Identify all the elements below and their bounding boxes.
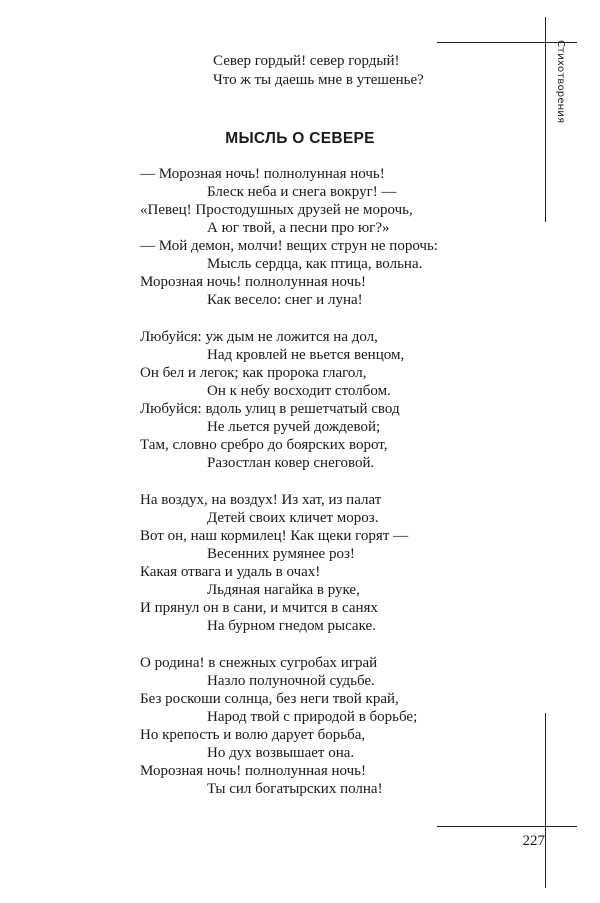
poem-line: Любуйся: вдоль улиц в решетчатый свод <box>140 401 400 417</box>
poem-line: Мысль сердца, как птица, вольна. <box>207 256 423 272</box>
poem-line: Детей своих кличет мороз. <box>207 510 379 526</box>
poem-line: Морозная ночь! полнолунная ночь! <box>140 763 367 779</box>
poem-title: МЫСЛЬ О СЕВЕРЕ <box>225 130 375 147</box>
poem-line: Народ твой с природой в борьбе; <box>207 709 418 725</box>
poem-line: А юг твой, а песни про юг?» <box>207 220 390 236</box>
poem-line: — Морозная ночь! полнолунная ночь! <box>140 166 385 182</box>
intro-line: Север гордый! север гордый! <box>213 53 400 69</box>
poem-line: Ты сил богатырских полна! <box>207 781 383 797</box>
poem-line: И прянул он в сани, и мчится в санях <box>140 600 378 616</box>
poem-line: Но дух возвышает она. <box>207 745 355 761</box>
poem-line: Не льется ручей дождевой; <box>207 419 381 435</box>
poem-line: Как весело: снег и луна! <box>207 292 363 308</box>
poem-line: Любуйся: уж дым не ложится на дол, <box>140 329 378 345</box>
poem-line: Какая отвага и удаль в очах! <box>140 564 321 580</box>
poem-line: Над кровлей не вьется венцом, <box>207 347 405 363</box>
poem-line: Назло полуночной судьбе. <box>207 673 375 689</box>
poem-line: Там, словно сребро до боярских ворот, <box>140 437 388 453</box>
intro-line: Что ж ты даешь мне в утешенье? <box>213 72 424 88</box>
poem-line: О родина! в снежных сугробах играй <box>140 655 378 671</box>
poem-line: «Певец! Простодушных друзей не морочь, <box>140 202 413 218</box>
page-number: 227 <box>522 833 545 849</box>
bottom-vertical-rule <box>545 713 546 888</box>
poem-line: Он к небу восходит столбом. <box>207 383 391 399</box>
bottom-rule <box>437 826 577 827</box>
poem-line: Разостлан ковер снеговой. <box>207 455 375 471</box>
poem-line: На воздух, на воздух! Из хат, из палат <box>140 492 382 508</box>
poem-line: Без роскоши солнца, без неги твой край, <box>140 691 399 707</box>
running-head: Стихотворения <box>555 40 566 124</box>
poem-line: Льдяная нагайка в руке, <box>207 582 360 598</box>
poem-line: — Мой демон, молчи! вещих струн не порочь: <box>140 238 438 254</box>
poem-line: На бурном гнедом рысаке. <box>207 618 376 634</box>
poem-line: Блеск неба и снега вокруг! — <box>207 184 397 200</box>
poem-line: Весенних румянее роз! <box>207 546 355 562</box>
poem-line: Вот он, наш кормилец! Как щеки горят — <box>140 528 409 544</box>
poem-line: Морозная ночь! полнолунная ночь! <box>140 274 367 290</box>
poem-line: Он бел и легок; как пророка глагол, <box>140 365 367 381</box>
poem-line: Но крепость и волю дарует борьба, <box>140 727 366 743</box>
